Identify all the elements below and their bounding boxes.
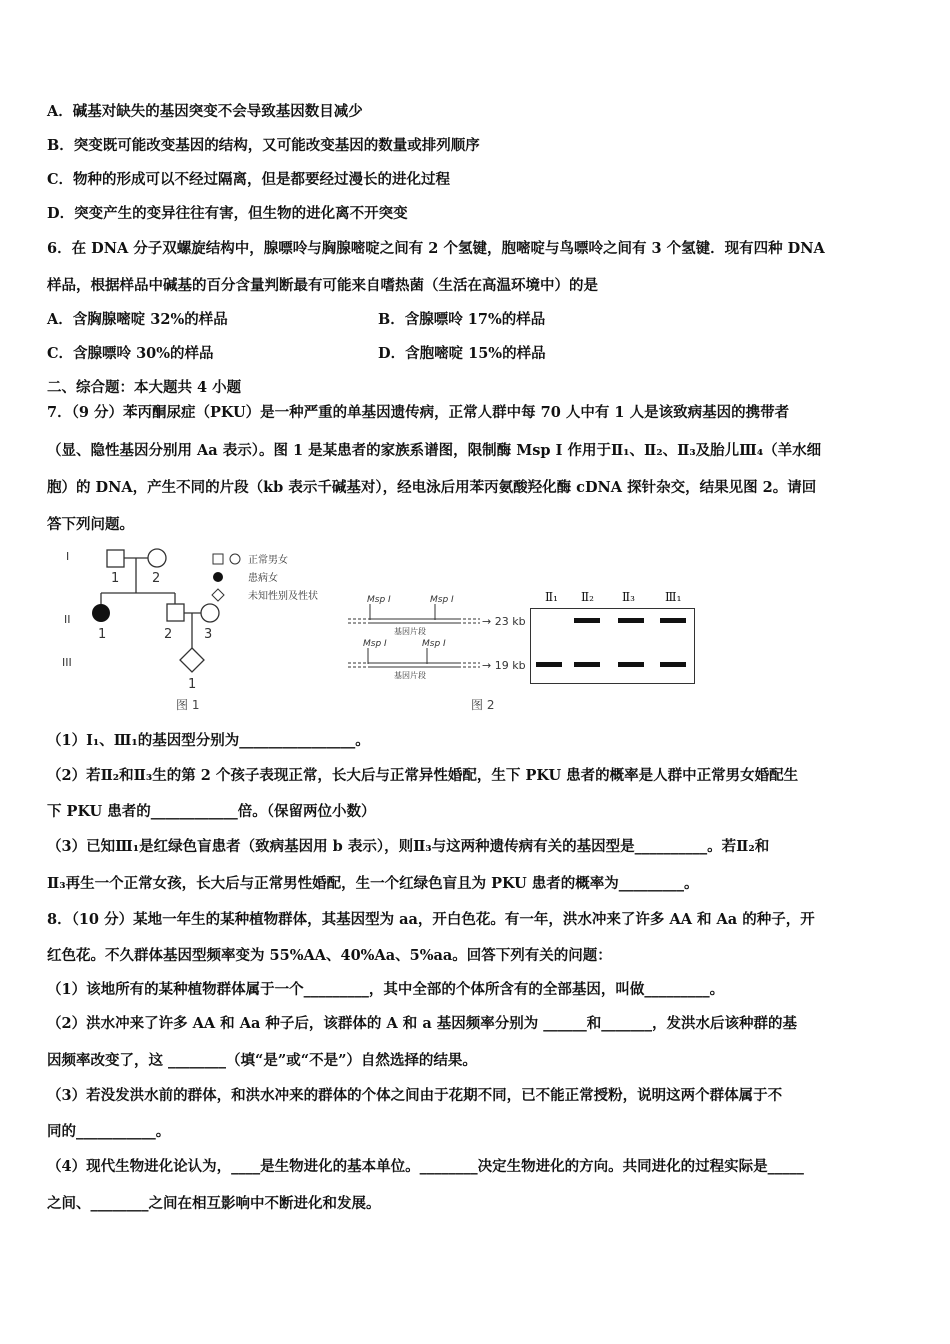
band-19kb-label: → 19 kb bbox=[482, 659, 526, 672]
q7-stem-line1: 7．（9 分）苯丙酮尿症（PKU）是一种严重的单基因遗传病，正常人群中每 70 人中有 1 人是该致病基因的携带者 bbox=[47, 404, 790, 421]
gel-band-ii3-19kb bbox=[618, 662, 644, 667]
q8-sub4-line2: 之间、________之间在相互影响中不断进化和发展。 bbox=[47, 1195, 381, 1212]
gel-lane-label: Ⅲ₁ bbox=[665, 590, 682, 604]
msp-site-label: Msp I bbox=[430, 595, 454, 605]
q8-sub2-line1: （2）洪水冲来了许多 AA 和 Aa 种子后，该群体的 A 和 a 基因频率分别为 ______和_______，发洪水后该种群的基 bbox=[47, 1015, 798, 1032]
pedigree-i1-male bbox=[107, 550, 124, 567]
q7-sub1: （1）I₁、Ⅲ₁的基因型分别为________________。 bbox=[47, 732, 370, 749]
gel-band-ii3-23kb bbox=[618, 618, 644, 623]
gel-lane-label: Ⅱ₁ bbox=[545, 590, 558, 604]
q8-sub3-line1: （3）若没发洪水前的群体，和洪水冲来的群体的个体之间由于花期不同，已不能正常授粉，说明这两个群体属于不 bbox=[47, 1087, 783, 1104]
q7-sub2-line2: 下 PKU 患者的____________倍。（保留两位小数） bbox=[47, 803, 376, 820]
pedigree-iii1-number: 1 bbox=[188, 677, 197, 692]
q8-sub3-line2: 同的___________。 bbox=[47, 1123, 171, 1140]
pedigree-i2-number: 2 bbox=[152, 571, 161, 586]
q7-stem-line3: 胞）的 DNA，产生不同的片段（kb 表示千碱基对），经电泳后用苯丙氨酸羟化酶 cDNA 探针杂交，结果见图 2。请回 bbox=[47, 479, 817, 496]
pedigree-iii1-unknown bbox=[180, 648, 204, 672]
electrophoresis-gel bbox=[530, 608, 695, 684]
gel-band-ii1-19kb bbox=[536, 662, 562, 667]
pedigree-and-gel-figure bbox=[50, 538, 570, 718]
q6-stem-line1: 6．在 DNA 分子双螺旋结构中，腺嘌呤与胸腺嘧啶之间有 2 个氢键，胞嘧啶与鸟嘌呤之间有 3 个氢键．现有四种 DNA bbox=[47, 240, 825, 257]
msp-site-label: Msp I bbox=[367, 595, 391, 605]
q8-sub1: （1）该地所有的某种植物群体属于一个_________，其中全部的个体所含有的全部基因，叫做_________。 bbox=[47, 981, 725, 998]
q7-sub2-line1: （2）若Ⅱ₂和Ⅱ₃生的第 2 个孩子表现正常，长大后与正常异性婚配，生下 PKU 患者的概率是人群中正常男女婚配生 bbox=[47, 767, 799, 784]
q6-option-b: B．含腺嘌呤 17%的样品 bbox=[378, 311, 546, 328]
q7-stem-line4: 答下列问题。 bbox=[47, 516, 134, 533]
legend-unknown-icon bbox=[212, 589, 224, 601]
legend-normal-label: 正常男女 bbox=[248, 555, 288, 566]
q8-sub4-line1: （4）现代生物进化论认为，____是生物进化的基本单位。________决定生物进化的方向。共同进化的过程实际是_____ bbox=[47, 1158, 804, 1175]
figure-2-caption: 图 2 bbox=[471, 698, 495, 712]
section-heading: 二、综合题：本大题共 4 小题 bbox=[47, 379, 242, 396]
q7-sub3-line1: （3）已知Ⅲ₁是红绿色盲患者（致病基因用 b 表示），则Ⅱ₃与这两种遗传病有关的基因型是__________。若Ⅱ₂和 bbox=[47, 838, 770, 855]
msp-site-label: Msp I bbox=[422, 639, 446, 649]
legend-normal-female-icon bbox=[230, 554, 240, 564]
gel-band-iii1-19kb bbox=[660, 662, 686, 667]
legend-affected-label: 患病女 bbox=[248, 573, 278, 584]
pedigree-ii3-female bbox=[201, 604, 219, 622]
option-5a: A．碱基对缺失的基因突变不会导致基因数目减少 bbox=[47, 103, 363, 120]
figure-1-caption: 图 1 bbox=[176, 698, 200, 712]
msp-site-label: Msp I bbox=[363, 639, 387, 649]
generation-label-2: II bbox=[64, 613, 71, 626]
option-5c: C．物种的形成可以不经过隔离，但是都要经过漫长的进化过程 bbox=[47, 171, 451, 188]
q8-stem-line1: 8．（10 分）某地一年生的某种植物群体，其基因型为 aa，开白色花。有一年，洪水冲来了许多 AA 和 Aa 的种子，开 bbox=[47, 911, 815, 928]
q7-sub3-line2: Ⅱ₃再生一个正常女孩，长大后与正常男性婚配，生一个红绿色盲且为 PKU 患者的概率为_________。 bbox=[47, 875, 699, 892]
q6-stem-line2: 样品，根据样品中碱基的百分含量判断最有可能来自嗜热菌（生活在高温环境中）的是 bbox=[47, 277, 598, 294]
q8-sub2-line2: 因频率改变了，这 ________（填“是”或“不是”）自然选择的结果。 bbox=[47, 1052, 477, 1069]
q6-option-a: A．含胸腺嘧啶 32%的样品 bbox=[47, 311, 228, 328]
pedigree-ii1-affected-female bbox=[92, 604, 110, 622]
gel-lane-label: Ⅱ₂ bbox=[581, 590, 594, 604]
gel-lane-label: Ⅱ₃ bbox=[622, 590, 635, 604]
pedigree-ii1-number: 1 bbox=[98, 627, 107, 642]
q7-stem-line2: （显、隐性基因分别用 Aa 表示）。图 1 是某患者的家族系谱图，限制酶 Msp I 作用于Ⅱ₁、Ⅱ₂、Ⅱ₃及胎儿Ⅲ₄（羊水细 bbox=[47, 442, 822, 459]
pedigree-ii2-male bbox=[167, 604, 184, 621]
pedigree-ii3-number: 3 bbox=[204, 627, 213, 642]
gel-band-ii2-23kb bbox=[574, 618, 600, 623]
gel-band-iii1-23kb bbox=[660, 618, 686, 623]
generation-label-1: I bbox=[66, 550, 70, 563]
option-5b: B．突变既可能改变基因的结构，又可能改变基因的数量或排列顺序 bbox=[47, 137, 480, 154]
option-5d: D．突变产生的变异往往有害，但生物的进化离不开突变 bbox=[47, 205, 408, 222]
gene-fragment-label: 基因片段 bbox=[394, 627, 426, 636]
q6-option-c: C．含腺嘌呤 30%的样品 bbox=[47, 345, 214, 362]
generation-label-3: III bbox=[62, 656, 72, 669]
gene-fragment-label: 基因片段 bbox=[394, 671, 426, 680]
q8-stem-line2: 红色花。不久群体基因型频率变为 55%AA、40%Aa、5%aa。回答下列有关的问题： bbox=[47, 947, 612, 964]
pedigree-i2-female bbox=[148, 549, 166, 567]
band-23kb-label: → 23 kb bbox=[482, 615, 526, 628]
pedigree-i1-number: 1 bbox=[111, 571, 120, 586]
pedigree-ii2-number: 2 bbox=[164, 627, 173, 642]
legend-unknown-label: 未知性别及性状 bbox=[248, 591, 318, 602]
q6-option-d: D．含胞嘧啶 15%的样品 bbox=[378, 345, 546, 362]
gel-band-ii2-19kb bbox=[574, 662, 600, 667]
legend-affected-female-icon bbox=[213, 572, 223, 582]
legend-normal-male-icon bbox=[213, 554, 223, 564]
